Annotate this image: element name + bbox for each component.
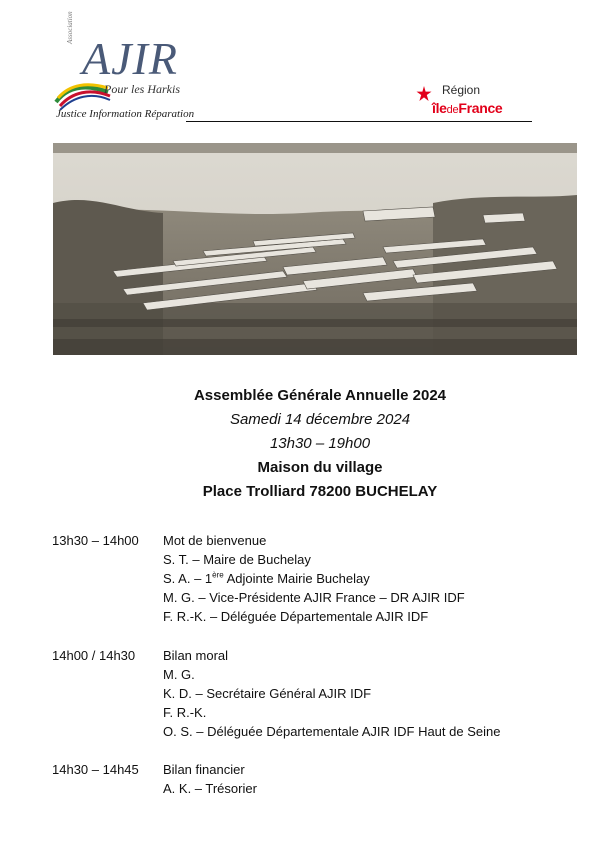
session-time: 13h30 – 14h00 [52, 533, 139, 548]
speaker-line-prefix: S. A. – 1 [163, 571, 213, 586]
session-heading: Mot de bienvenue [163, 533, 267, 548]
speaker-line-suffix: Adjointe Mairie Buchelay [223, 571, 370, 586]
event-address: Place Trolliard 78200 BUCHELAY [202, 483, 438, 500]
speaker-line: K. D. – Secrétaire Général AJIR IDF [163, 686, 372, 701]
header-rule [186, 121, 532, 122]
event-title: Assemblée Générale Annuelle 2024 [193, 387, 447, 404]
speaker-line: F. R.-K. – Déléguée Départementale AJIR IDF [163, 609, 429, 624]
region-name-de: de [446, 104, 459, 116]
speaker-line: O. S. – Déléguée Départementale AJIR IDF Haut de Seine [163, 724, 501, 739]
region-name-france: France [458, 100, 503, 116]
session-time: 14h30 – 14h45 [52, 762, 139, 777]
region-name-ile: île [432, 100, 447, 116]
session-heading: Bilan financier [163, 762, 245, 777]
region-label: Région [442, 83, 481, 97]
region-name [432, 100, 502, 116]
speaker-line [163, 569, 370, 588]
logo-name: AJIR [82, 33, 178, 84]
region-star-icon [416, 86, 432, 102]
event-hours: 13h30 – 19h00 [269, 435, 371, 452]
event-title-block [0, 384, 600, 504]
speaker-line: A. K. – Trésorier [163, 781, 257, 796]
speaker-line: M. G. [163, 667, 195, 682]
logo-subtitle: Pour les Harkis [104, 82, 180, 96]
speaker-line: M. G. – Vice-Présidente AJIR France – DR AJIR IDF [163, 590, 465, 605]
session-time: 14h00 / 14h30 [52, 648, 136, 663]
event-date: Samedi 14 décembre 2024 [229, 411, 411, 428]
speaker-line-sup: ère [212, 570, 224, 580]
session-heading: Bilan moral [163, 648, 229, 663]
event-venue: Maison du village [257, 459, 383, 476]
speaker-line: F. R.-K. [163, 705, 207, 720]
logo-tagline: Justice Information Réparation [56, 108, 195, 120]
speaker-line: S. T. – Maire de Buchelay [163, 552, 311, 567]
logo-association-label: Association [66, 11, 74, 44]
camp-photo [53, 143, 577, 355]
